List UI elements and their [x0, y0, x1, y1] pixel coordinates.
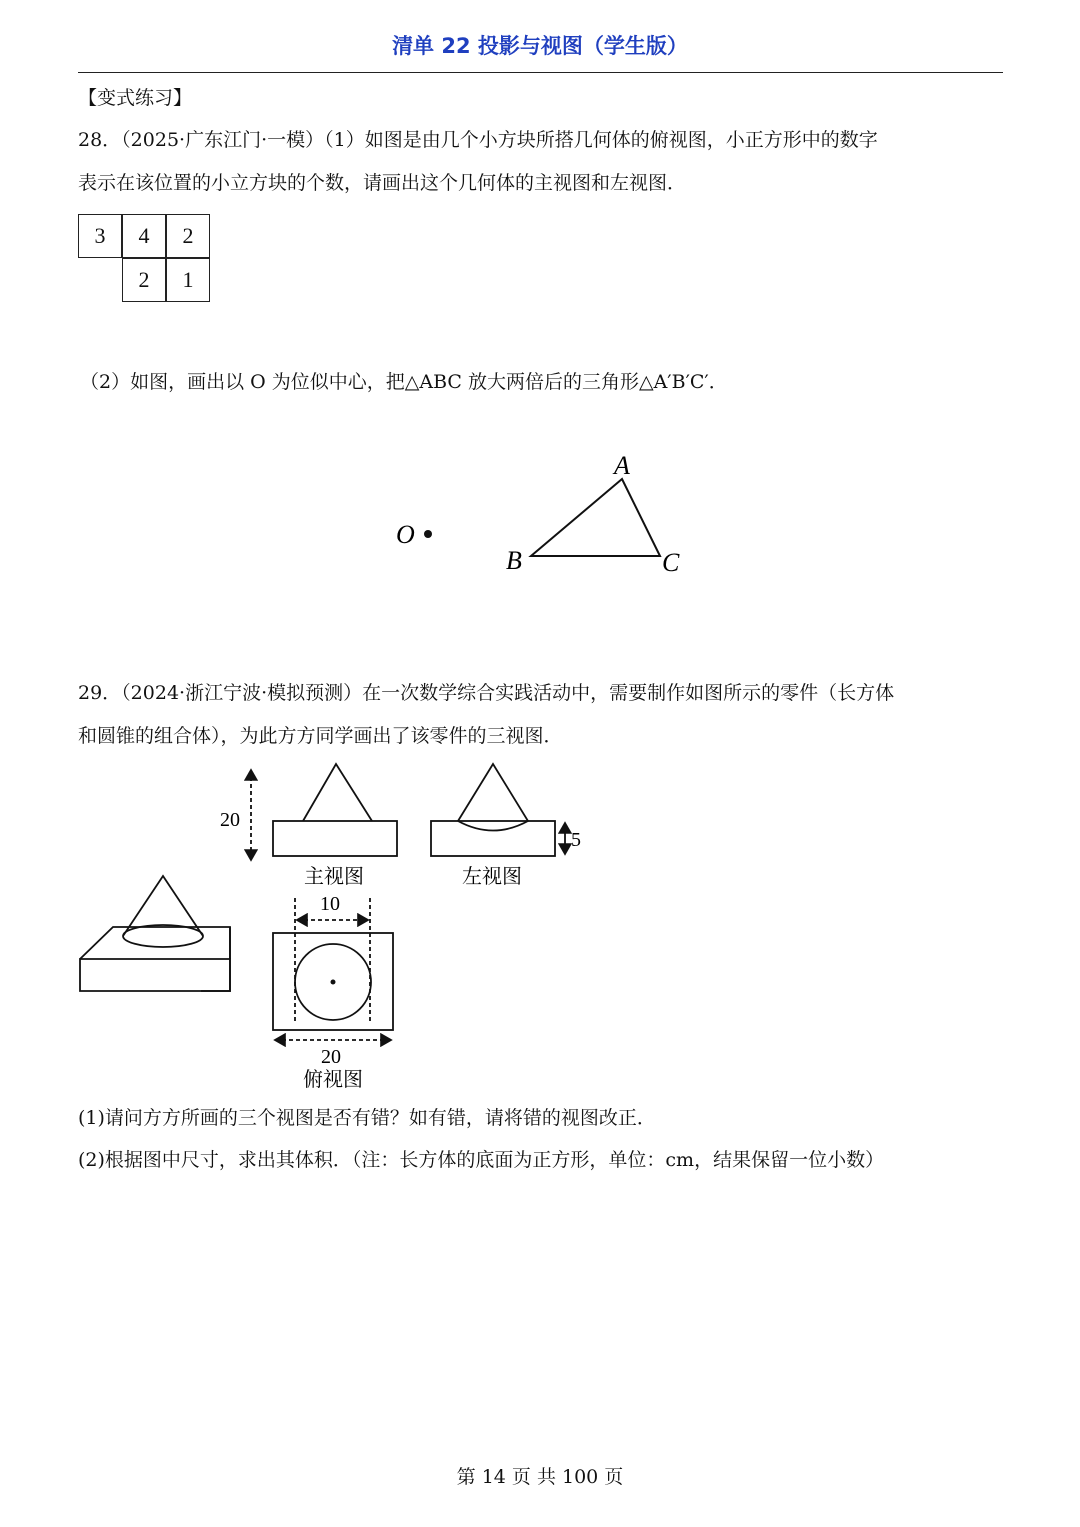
dim-height-label: 20	[220, 809, 240, 831]
label-left-view: 左视图	[462, 866, 522, 888]
triangle-abc	[531, 479, 660, 556]
label-top-view: 俯视图	[303, 1069, 363, 1091]
header-rule	[78, 72, 1003, 73]
solid-top-face	[80, 927, 230, 959]
dim-diameter-label: 10	[320, 893, 340, 915]
front-view-base	[273, 821, 397, 856]
label-a: A	[614, 451, 630, 480]
grid-cell: 1	[166, 258, 210, 302]
label-front-view: 主视图	[304, 866, 364, 888]
q29-three-view-figure	[0, 760, 700, 1095]
grid-cell: 4	[122, 214, 166, 258]
page-footer: 第 14 页 共 100 页	[456, 1466, 624, 1488]
q28-part2-text: （2）如图，画出以 O 为位似中心，把△ABC 放大两倍后的三角形△A′B′C′．	[80, 371, 728, 393]
q29-sub2: (2)根据图中尺寸，求出其体积．（注：长方体的底面为正方形，单位：cm，结果保留一位小数）	[78, 1149, 885, 1171]
grid-cell: 3	[78, 214, 122, 258]
q28-triangle-figure	[0, 440, 1080, 590]
label-b: B	[506, 546, 522, 575]
label-o: O	[396, 520, 415, 549]
section-title: 【变式练习】	[78, 87, 193, 109]
q29-sub1: (1)请问方方所画的三个视图是否有错？如有错，请将错的视图改正．	[78, 1107, 656, 1129]
q29-text-line2: 和圆锥的组合体），为此方方同学画出了该零件的三视图．	[78, 725, 563, 747]
top-view-center-dot	[331, 980, 336, 985]
solid-front-face	[80, 959, 230, 991]
dim-width-label: 20	[321, 1046, 341, 1068]
q29-text-line1: 29．（2024·浙江宁波·模拟预测）在一次数学综合实践活动中，需要制作如图所示的零件（长方体	[78, 682, 895, 704]
q28-text-line2: 表示在该位置的小立方块的个数，请画出这个几何体的主视图和左视图．	[78, 172, 687, 194]
q28-text-line1: 28．（2025·广东江门·一模）（1）如图是由几个小方块所搭几何体的俯视图，小正方形中的数字	[78, 129, 878, 151]
page-header-title: 清单 22 投影与视图（学生版）	[392, 34, 688, 58]
left-view-base	[431, 821, 555, 856]
q28-top-view-grid	[78, 214, 213, 306]
label-c: C	[662, 548, 680, 577]
solid-cone-base	[123, 925, 203, 947]
center-point-o	[424, 530, 432, 538]
grid-cell: 2	[166, 214, 210, 258]
front-view-cone	[303, 764, 372, 821]
grid-cell: 2	[122, 258, 166, 302]
dim-base-label: 5	[571, 829, 581, 851]
